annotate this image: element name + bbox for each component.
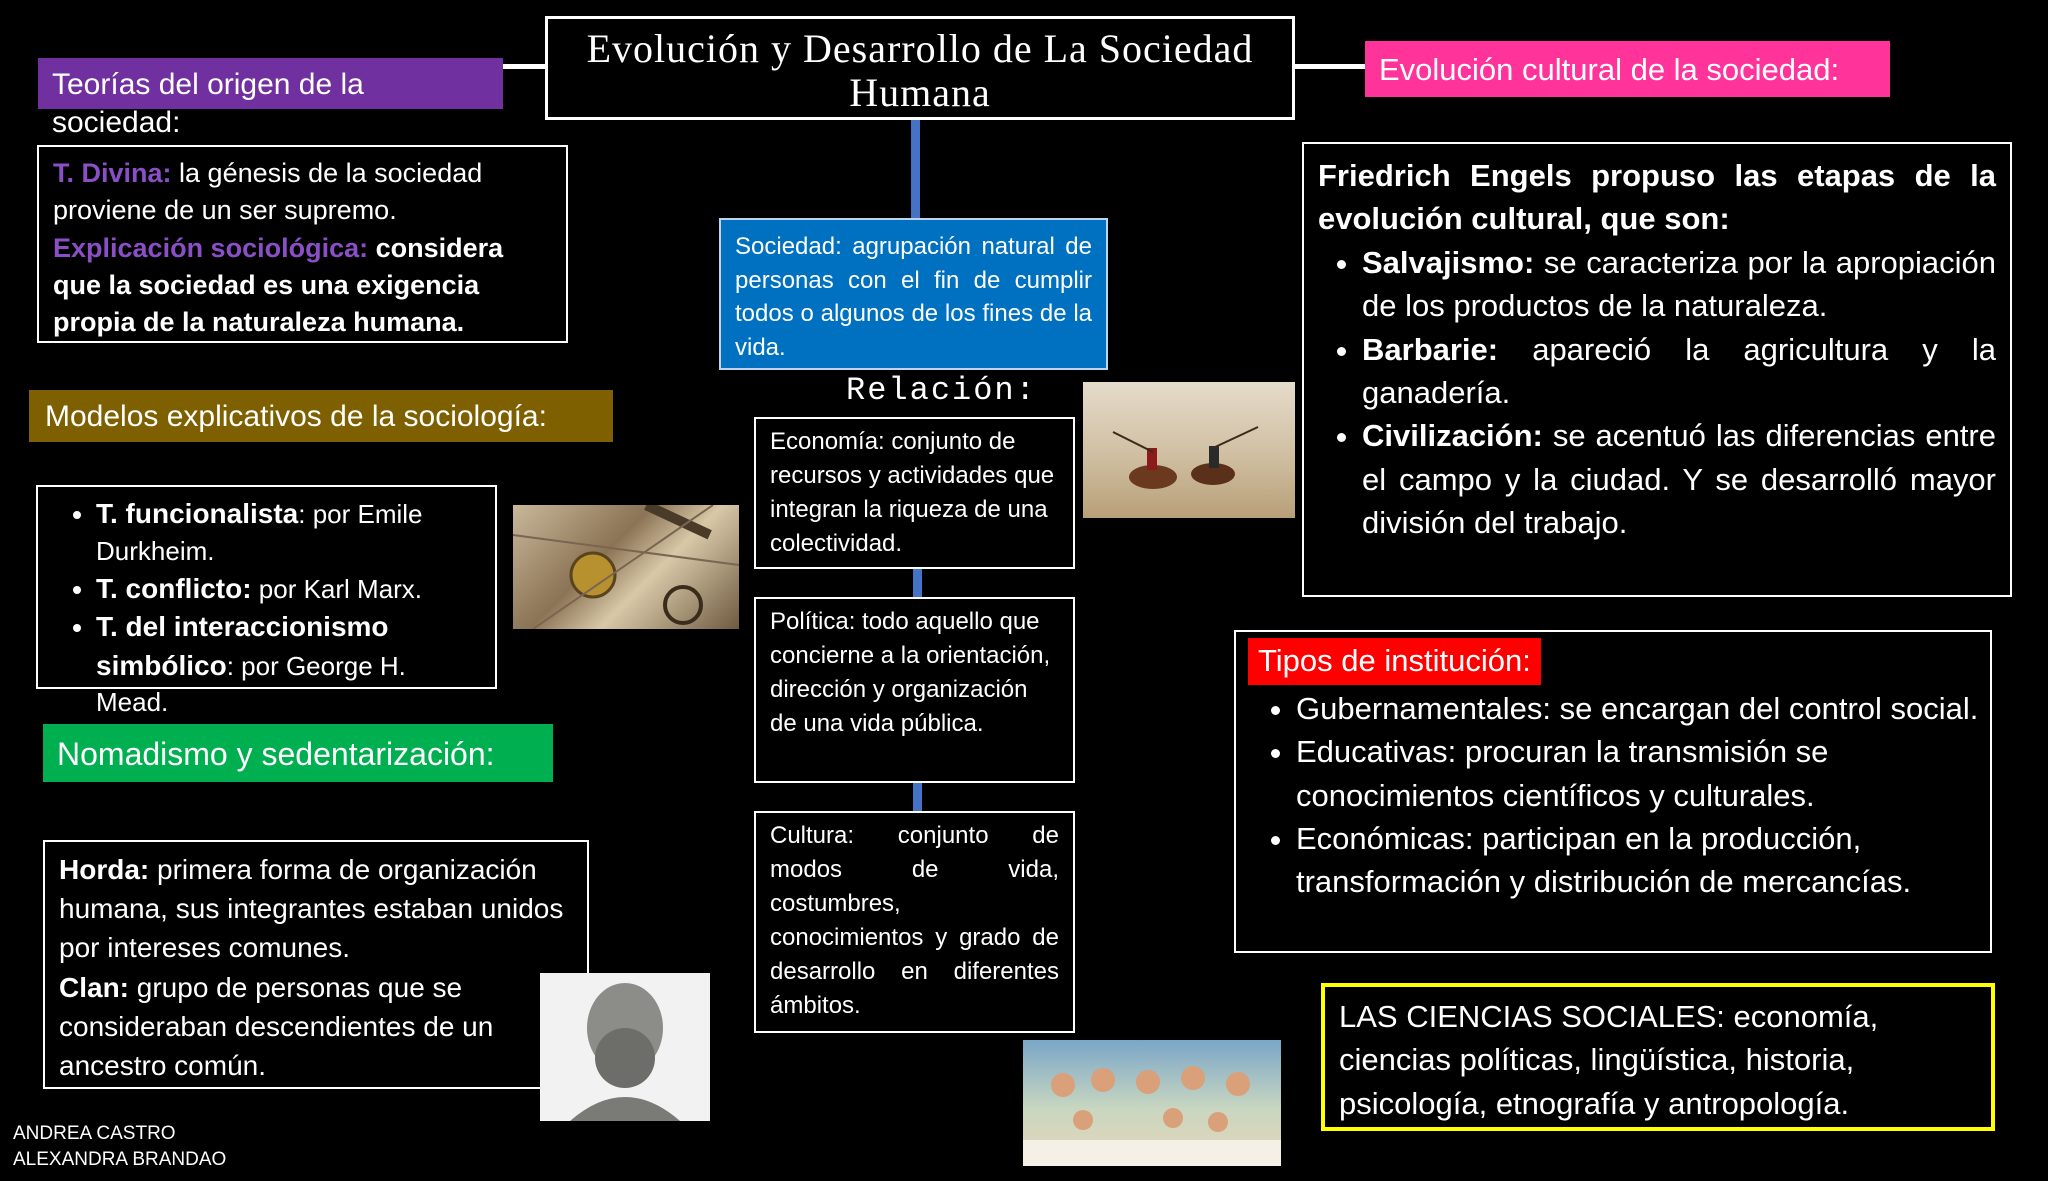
center-connector	[913, 782, 922, 812]
institucion-item: • Económicas: participan en la producción, transformación y distribución de mercancías.	[1296, 817, 1990, 904]
authors	[13, 1121, 226, 1173]
etapa-item: • Salvajismo: se caracteriza por la apropiación de los productos de la naturaleza.	[1362, 241, 1996, 328]
horda-label: Horda:	[59, 854, 150, 885]
origen-box	[37, 145, 568, 343]
author-name: ALEXANDRA BRANDAO	[13, 1149, 227, 1171]
page-title: Evolución y Desarrollo de La Sociedad Humana	[545, 16, 1295, 120]
center-connector	[911, 118, 920, 222]
family-photo	[1023, 1040, 1281, 1166]
author-name: ANDREA CASTRO	[13, 1123, 176, 1144]
evolucion-heading: Evolución cultural de la sociedad:	[1365, 41, 1890, 97]
clan-label: Clan:	[59, 971, 129, 1003]
ciencias-box: LAS CIENCIAS SOCIALES: economía, ciencias políticas, lingüística, historia, psicología, etnografía y antropología.	[1321, 983, 1995, 1131]
institucion-item: • Educativas: procuran la transmisión se conocimientos científicos y culturales.	[1296, 730, 1990, 817]
evolucion-box	[1302, 142, 2012, 597]
institucion-item: • Gubernamentales: se encargan del control social.	[1296, 687, 1990, 730]
title-left-connector	[498, 64, 546, 69]
nomadismo-heading: Nomadismo y sedentarización:	[43, 724, 553, 782]
etapa-item: • Barbarie: apareció la agricultura y la ganadería.	[1362, 328, 1996, 415]
horse-riders-photo	[1083, 382, 1295, 518]
instituciones-box	[1234, 630, 1992, 953]
bust-photo	[540, 973, 710, 1121]
horda-text: primera forma de organización humana, sus integrantes estaban unidos por intereses comunes.	[59, 854, 564, 964]
cultura-box: Cultura: conjunto de modos de vida, costumbres, conocimientos y grado de desarrollo en diferentes ámbitos.	[754, 811, 1075, 1033]
map-compass-photo	[513, 505, 739, 629]
modelo-item: • T. conflicto: por Karl Marx.	[96, 570, 481, 609]
modelos-box	[36, 485, 497, 718]
socio-text: considera que la sociedad es una exigencia propia de la naturaleza humana.	[53, 232, 504, 337]
center-connector	[913, 568, 922, 598]
sociedad-box: Sociedad: agrupación natural de personas con el fin de cumplir todos o algunos de los fines de la vida.	[719, 218, 1108, 370]
modelo-item: • T. del interaccionismo simbólico: por George H. Mead.	[96, 608, 481, 721]
evolucion-intro: Friedrich Engels propuso las etapas de la evolución cultural, que son:	[1318, 158, 1996, 237]
politica-box: Política: todo aquello que concierne a la orientación, dirección y organización de una vida pública.	[754, 597, 1075, 783]
title-right-connector	[1293, 64, 1365, 69]
economia-box: Economía: conjunto de recursos y actividades que integran la riqueza de una colectividad.	[754, 417, 1075, 569]
modelo-item: • T. funcionalista: por Emile Durkheim.	[96, 495, 481, 570]
divina-label: T. Divina:	[53, 158, 172, 188]
modelos-heading: Modelos explicativos de la sociología:	[29, 390, 613, 442]
clan-text: grupo de personas que se consideraban descendientes de un ancestro común.	[59, 971, 494, 1081]
origen-heading: Teorías del origen de la sociedad:	[38, 58, 503, 109]
nomadismo-box	[43, 840, 589, 1089]
divina-text: la génesis de la sociedad proviene de un ser supremo.	[53, 158, 483, 226]
etapa-item: • Civilización: se acentuó las diferencias entre el campo y la ciudad. Y se desarrolló mayor división del trabajo.	[1362, 414, 1996, 544]
socio-label: Explicación sociológica:	[53, 232, 369, 263]
instituciones-heading: Tipos de institución:	[1248, 638, 1541, 685]
relacion-label: Relación:	[846, 372, 1037, 409]
